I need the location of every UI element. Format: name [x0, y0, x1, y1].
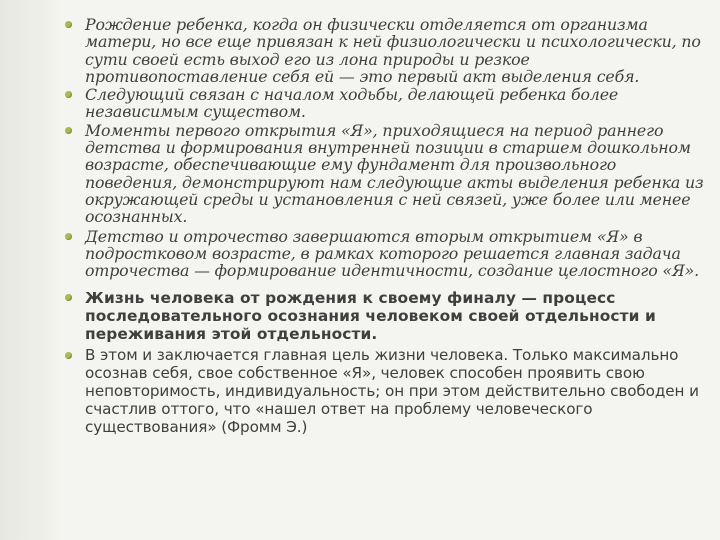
bullet-item — [63, 122, 711, 226]
bullet-text: Моменты первого открытия «Я», приходящиеся на период раннего детства и формирования внутренней позиции в старшем дошкольном возрасте, обеспечивающие ему фундамент для произвольного поведения, демонстрируют нам следующие акты выделения ребенка из окружающей среды и установления с ней связей, уже более или менее осознанных. — [85, 120, 704, 227]
bullet-item — [63, 347, 711, 436]
bullet-dot-icon — [65, 294, 72, 301]
bullet-dot-icon — [65, 127, 72, 134]
bullet-dot-icon — [65, 91, 72, 98]
bullet-list — [63, 16, 711, 436]
bullet-text: Рождение ребенка, когда он физически отделяется от организма матери, но все еще привязан к ней физиологически и психологически, по сути своей есть выход его из лона природы и резкое противопоставление себя ей — это первый акт выделения себя. — [85, 15, 701, 86]
bullet-item — [63, 228, 711, 280]
bullet-dot-icon — [65, 21, 72, 28]
bullet-text: Детство и отрочество завершаются вторым открытием «Я» в подростковом возрасте, в рамках которого решается главная задача отрочества — формирование идентичности, создание целостного «Я». — [85, 226, 699, 281]
bullet-text: В этом и заключается главная цель жизни человека. Только максимально осознав себя, свое собственное «Я», человек способен проявить свою неповторимость, индивидуальность; он при этом действительно свободен и счастлив оттого, что «нашел ответ на проблему человеческого существования» (Фромм Э.) — [85, 346, 699, 436]
bullet-dot-icon — [65, 233, 72, 240]
bullet-text: Жизнь человека от рождения к своему финалу — процесс последовательного осознания человеком своей отдельности и переживания этой отдельности. — [85, 289, 656, 344]
bullet-dot-icon — [65, 352, 72, 359]
bullet-item — [63, 16, 711, 85]
bullet-text: Следующий связан с началом ходьбы, делающей ребенка более независимым существом. — [85, 85, 619, 122]
bullet-item — [63, 289, 711, 343]
bullet-item — [63, 86, 711, 121]
